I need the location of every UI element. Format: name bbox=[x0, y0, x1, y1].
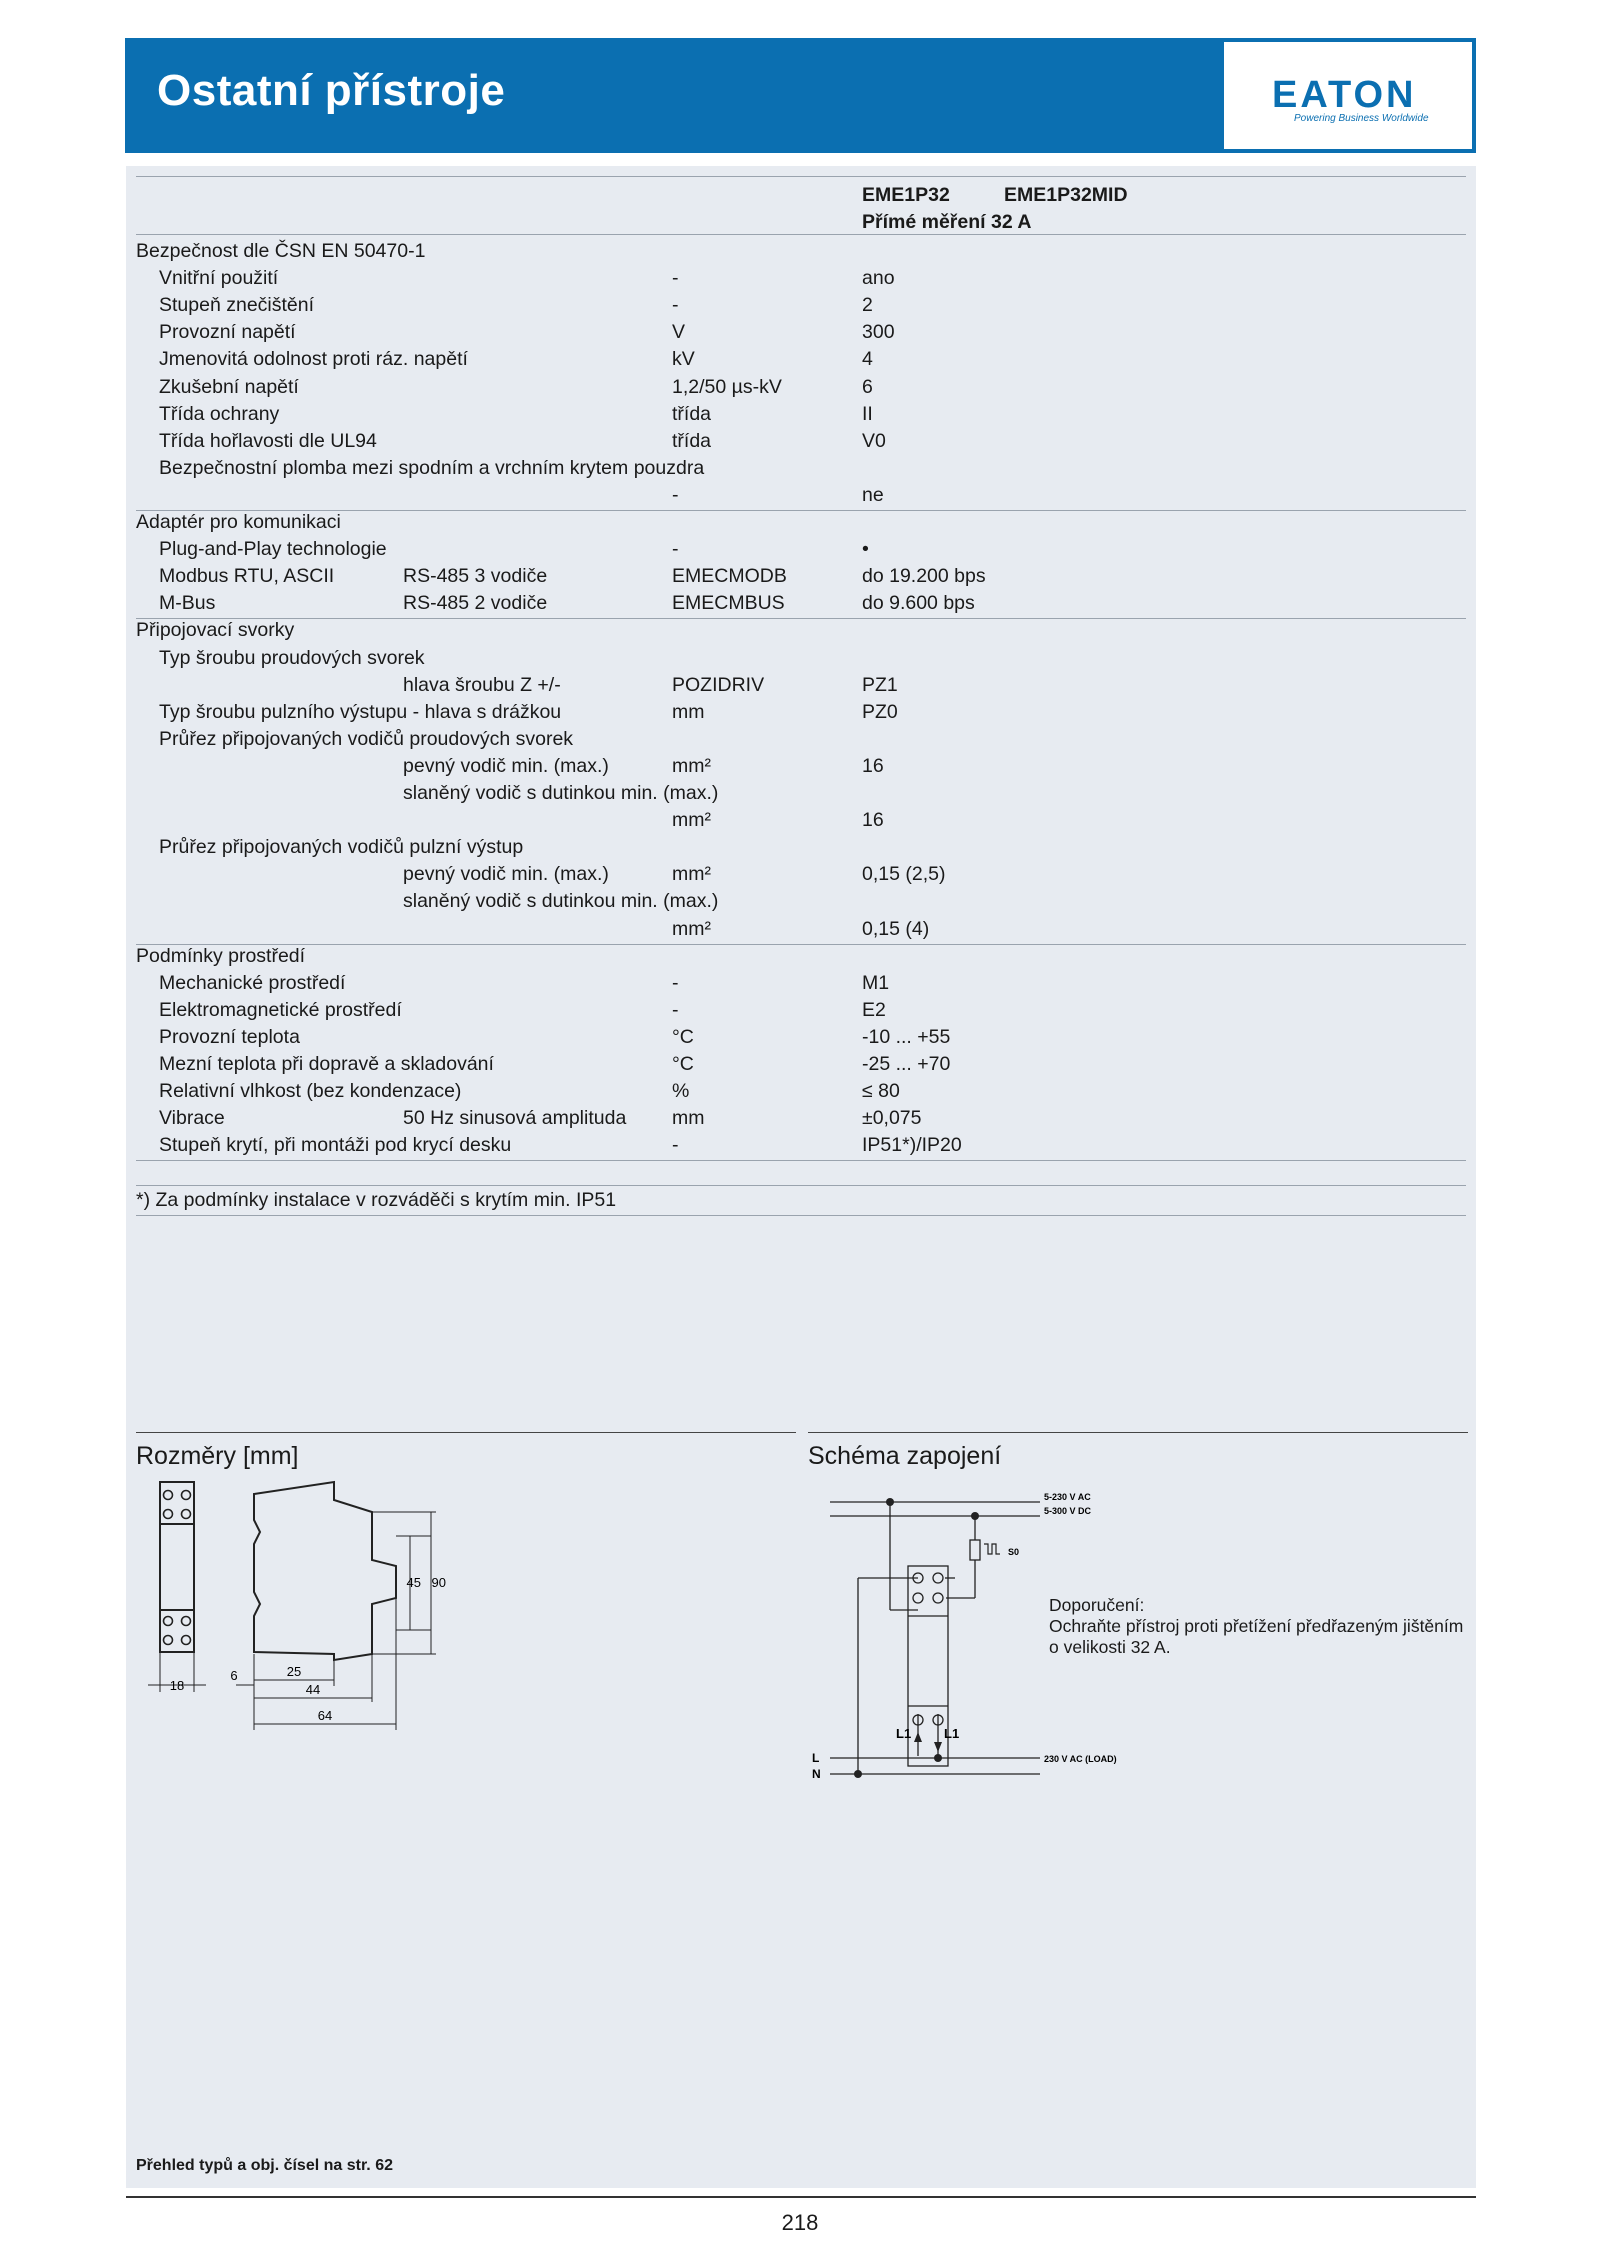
cell-c2: slaněný vodič s dutinkou min. (max.) bbox=[403, 890, 719, 913]
cell-c1: Průřez připojovaných vodičů pulzní výstup bbox=[159, 836, 524, 859]
s0-label: S0 bbox=[1008, 1547, 1020, 1557]
cell-c4: II bbox=[862, 402, 873, 425]
cell-c4: do 9.600 bps bbox=[862, 592, 975, 615]
cell-c1: Relativní vlhkost (bez kondenzace) bbox=[159, 1080, 462, 1103]
cell-c1: Stupeň znečištění bbox=[159, 294, 315, 317]
cell-c4: ≤ 80 bbox=[862, 1080, 900, 1103]
footnote-bottom-rule bbox=[136, 1215, 1466, 1216]
cell-c3: mm² bbox=[672, 809, 711, 832]
dim-6: 6 bbox=[230, 1668, 238, 1683]
section-rule bbox=[136, 1160, 1466, 1161]
section-rule bbox=[136, 618, 1466, 619]
footer-rule bbox=[126, 2196, 1476, 2198]
page-header bbox=[125, 38, 1476, 153]
dimensions-title: Rozměry [mm] bbox=[136, 1442, 299, 1470]
cell-c4: M1 bbox=[862, 971, 890, 994]
head-subtitle: Přímé měření 32 A bbox=[862, 211, 1032, 233]
dim-64: 64 bbox=[317, 1708, 333, 1723]
cell-c4: do 19.200 bps bbox=[862, 565, 986, 588]
cell-c3: mm² bbox=[672, 863, 711, 886]
l1-in-label: L1 bbox=[896, 1726, 912, 1741]
ac-label: 5-230 V AC bbox=[1044, 1492, 1091, 1502]
table-top-rule bbox=[136, 176, 1466, 177]
cell-c3: °C bbox=[672, 1025, 694, 1048]
head-col-b: EME1P32MID bbox=[1004, 184, 1128, 206]
cell-c4: 300 bbox=[862, 321, 895, 344]
section-rule bbox=[136, 944, 1466, 945]
cell-c3: V bbox=[672, 321, 686, 344]
cell-c4: IP51*)/IP20 bbox=[862, 1134, 962, 1157]
l1-out-label: L1 bbox=[944, 1726, 960, 1741]
cell-c3: °C bbox=[672, 1053, 694, 1075]
cell-c4: E2 bbox=[862, 998, 886, 1021]
dim-44: 44 bbox=[305, 1682, 321, 1697]
cell-c2: pevný vodič min. (max.) bbox=[403, 754, 609, 777]
logo-wordmark: EATON bbox=[1272, 74, 1417, 116]
page-number: 218 bbox=[781, 2210, 819, 2235]
cell-c1: Zkušební napětí bbox=[159, 375, 299, 398]
dim-45: 45 bbox=[406, 1575, 421, 1590]
cell-c2: RS-485 2 vodiče bbox=[403, 592, 548, 615]
logo-tagline: Powering Business Worldwide bbox=[1294, 113, 1429, 124]
cell-c3: EMECMODB bbox=[672, 565, 787, 588]
cell-c1: Mechanické prostředí bbox=[159, 971, 346, 994]
cell-c4: 2 bbox=[862, 294, 873, 317]
cell-c1: Provozní napětí bbox=[159, 321, 296, 344]
side-view-outline bbox=[254, 1482, 396, 1660]
cell-c1: Stupeň krytí, při montáži pod krycí desku bbox=[159, 1134, 512, 1157]
cell-c4: 0,15 (4) bbox=[862, 917, 930, 940]
cell-c3: EMECMBUS bbox=[672, 592, 785, 615]
load-label: 230 V AC (LOAD) bbox=[1044, 1754, 1117, 1764]
cell-c1: Mezní teplota při dopravě a skladování bbox=[159, 1053, 494, 1075]
head-col-a: EME1P32 bbox=[862, 184, 950, 206]
cell-c1: Elektromagnetické prostředí bbox=[159, 998, 402, 1021]
cell-c4: ne bbox=[862, 483, 884, 506]
cell-c4: -10 ... +55 bbox=[862, 1025, 951, 1048]
cell-c1: Jmenovitá odolnost proti ráz. napětí bbox=[159, 348, 468, 371]
eaton-logo bbox=[1224, 42, 1472, 149]
cell-c1: Podmínky prostředí bbox=[136, 944, 306, 967]
cell-c3: - bbox=[672, 267, 679, 290]
cell-c3: - bbox=[672, 483, 679, 506]
cell-c3: třída bbox=[672, 429, 712, 452]
cell-c1: Typ šroubu pulzního výstupu - hlava s drážkou bbox=[159, 700, 562, 723]
cell-c3: mm² bbox=[672, 754, 711, 777]
cell-c1: Bezpečnost dle ČSN EN 50470-1 bbox=[136, 240, 426, 262]
cell-c3: - bbox=[672, 538, 679, 561]
cell-c4: 4 bbox=[862, 348, 873, 371]
cell-c4: ano bbox=[862, 267, 895, 290]
cell-c1: Třída hořlavosti dle UL94 bbox=[159, 429, 377, 452]
cell-c1: Třída ochrany bbox=[159, 402, 280, 425]
cell-c1: Plug-and-Play technologie bbox=[159, 538, 387, 561]
cell-c4: -25 ... +70 bbox=[862, 1053, 951, 1075]
cell-c4: ±0,075 bbox=[862, 1107, 922, 1130]
recommendation-text: Doporučení: Ochraňte přístroj proti přetížení předřazeným jištěním o velikosti 32 A. bbox=[1049, 1595, 1464, 1657]
cell-c2: RS-485 3 vodiče bbox=[403, 565, 548, 588]
cell-c3: - bbox=[672, 998, 679, 1021]
cell-c1: Vibrace bbox=[159, 1107, 225, 1130]
cell-c1: Průřez připojovaných vodičů proudových svorek bbox=[159, 727, 574, 750]
n-label: N bbox=[812, 1767, 821, 1781]
cell-c3: % bbox=[672, 1080, 690, 1103]
cell-c1: Připojovací svorky bbox=[136, 619, 295, 642]
cell-c3: mm² bbox=[672, 917, 711, 940]
cell-c4: PZ1 bbox=[862, 673, 898, 696]
footnote: *) Za podmínky instalace v rozváděči s krytím min. IP51 bbox=[136, 1189, 617, 1212]
cell-c1: Typ šroubu proudových svorek bbox=[159, 646, 425, 669]
cell-c4: PZ0 bbox=[862, 700, 898, 723]
cell-c3: 1,2/50 µs-kV bbox=[672, 375, 782, 398]
cell-c1: Vnitřní použití bbox=[159, 267, 279, 290]
cell-c1: Bezpečnostní plomba mezi spodním a vrchním krytem pouzdra bbox=[159, 456, 705, 479]
cell-c3: třída bbox=[672, 402, 712, 425]
dimensions-drawing bbox=[136, 1480, 466, 1750]
cell-c1: Provozní teplota bbox=[159, 1025, 300, 1048]
dim-25: 25 bbox=[286, 1664, 302, 1679]
cell-c4: 16 bbox=[862, 809, 884, 832]
cell-c2: hlava šroubu Z +/- bbox=[403, 673, 561, 696]
wiring-rule bbox=[808, 1432, 1468, 1433]
cell-c1: M-Bus bbox=[159, 592, 216, 615]
dimensions-rule bbox=[136, 1432, 796, 1433]
cell-c2: slaněný vodič s dutinkou min. (max.) bbox=[403, 782, 719, 804]
cell-c4: 0,15 (2,5) bbox=[862, 863, 946, 886]
dim-18: 18 bbox=[169, 1678, 185, 1693]
dc-label: 5-300 V DC bbox=[1044, 1506, 1092, 1516]
footnote-top-rule bbox=[136, 1185, 1466, 1186]
cell-c2: pevný vodič min. (max.) bbox=[403, 863, 609, 886]
cell-c3: - bbox=[672, 294, 679, 317]
cell-c3: mm bbox=[672, 1107, 705, 1130]
wiring-title: Schéma zapojení bbox=[808, 1442, 1002, 1470]
head-rule bbox=[136, 234, 1466, 235]
front-view-outline bbox=[160, 1482, 194, 1652]
cell-c3: - bbox=[672, 1134, 679, 1157]
page-title: Ostatní přístroje bbox=[157, 66, 506, 115]
cell-c2: 50 Hz sinusová amplituda bbox=[403, 1107, 627, 1130]
cell-c4: 16 bbox=[862, 754, 884, 777]
cell-c3: POZIDRIV bbox=[672, 673, 765, 696]
cell-c4: V0 bbox=[862, 429, 886, 452]
cell-c1: Modbus RTU, ASCII bbox=[159, 565, 335, 588]
dim-90: 90 bbox=[431, 1575, 446, 1590]
l-label: L bbox=[812, 1751, 820, 1765]
cell-c4: • bbox=[862, 538, 869, 561]
cell-c3: mm bbox=[672, 700, 705, 723]
cell-c1: Adaptér pro komunikaci bbox=[136, 511, 341, 533]
cell-c4: 6 bbox=[862, 375, 873, 398]
cell-c3: kV bbox=[672, 348, 695, 371]
cell-c3: - bbox=[672, 971, 679, 994]
footer-note: Přehled typů a obj. čísel na str. 62 bbox=[136, 2157, 393, 2174]
